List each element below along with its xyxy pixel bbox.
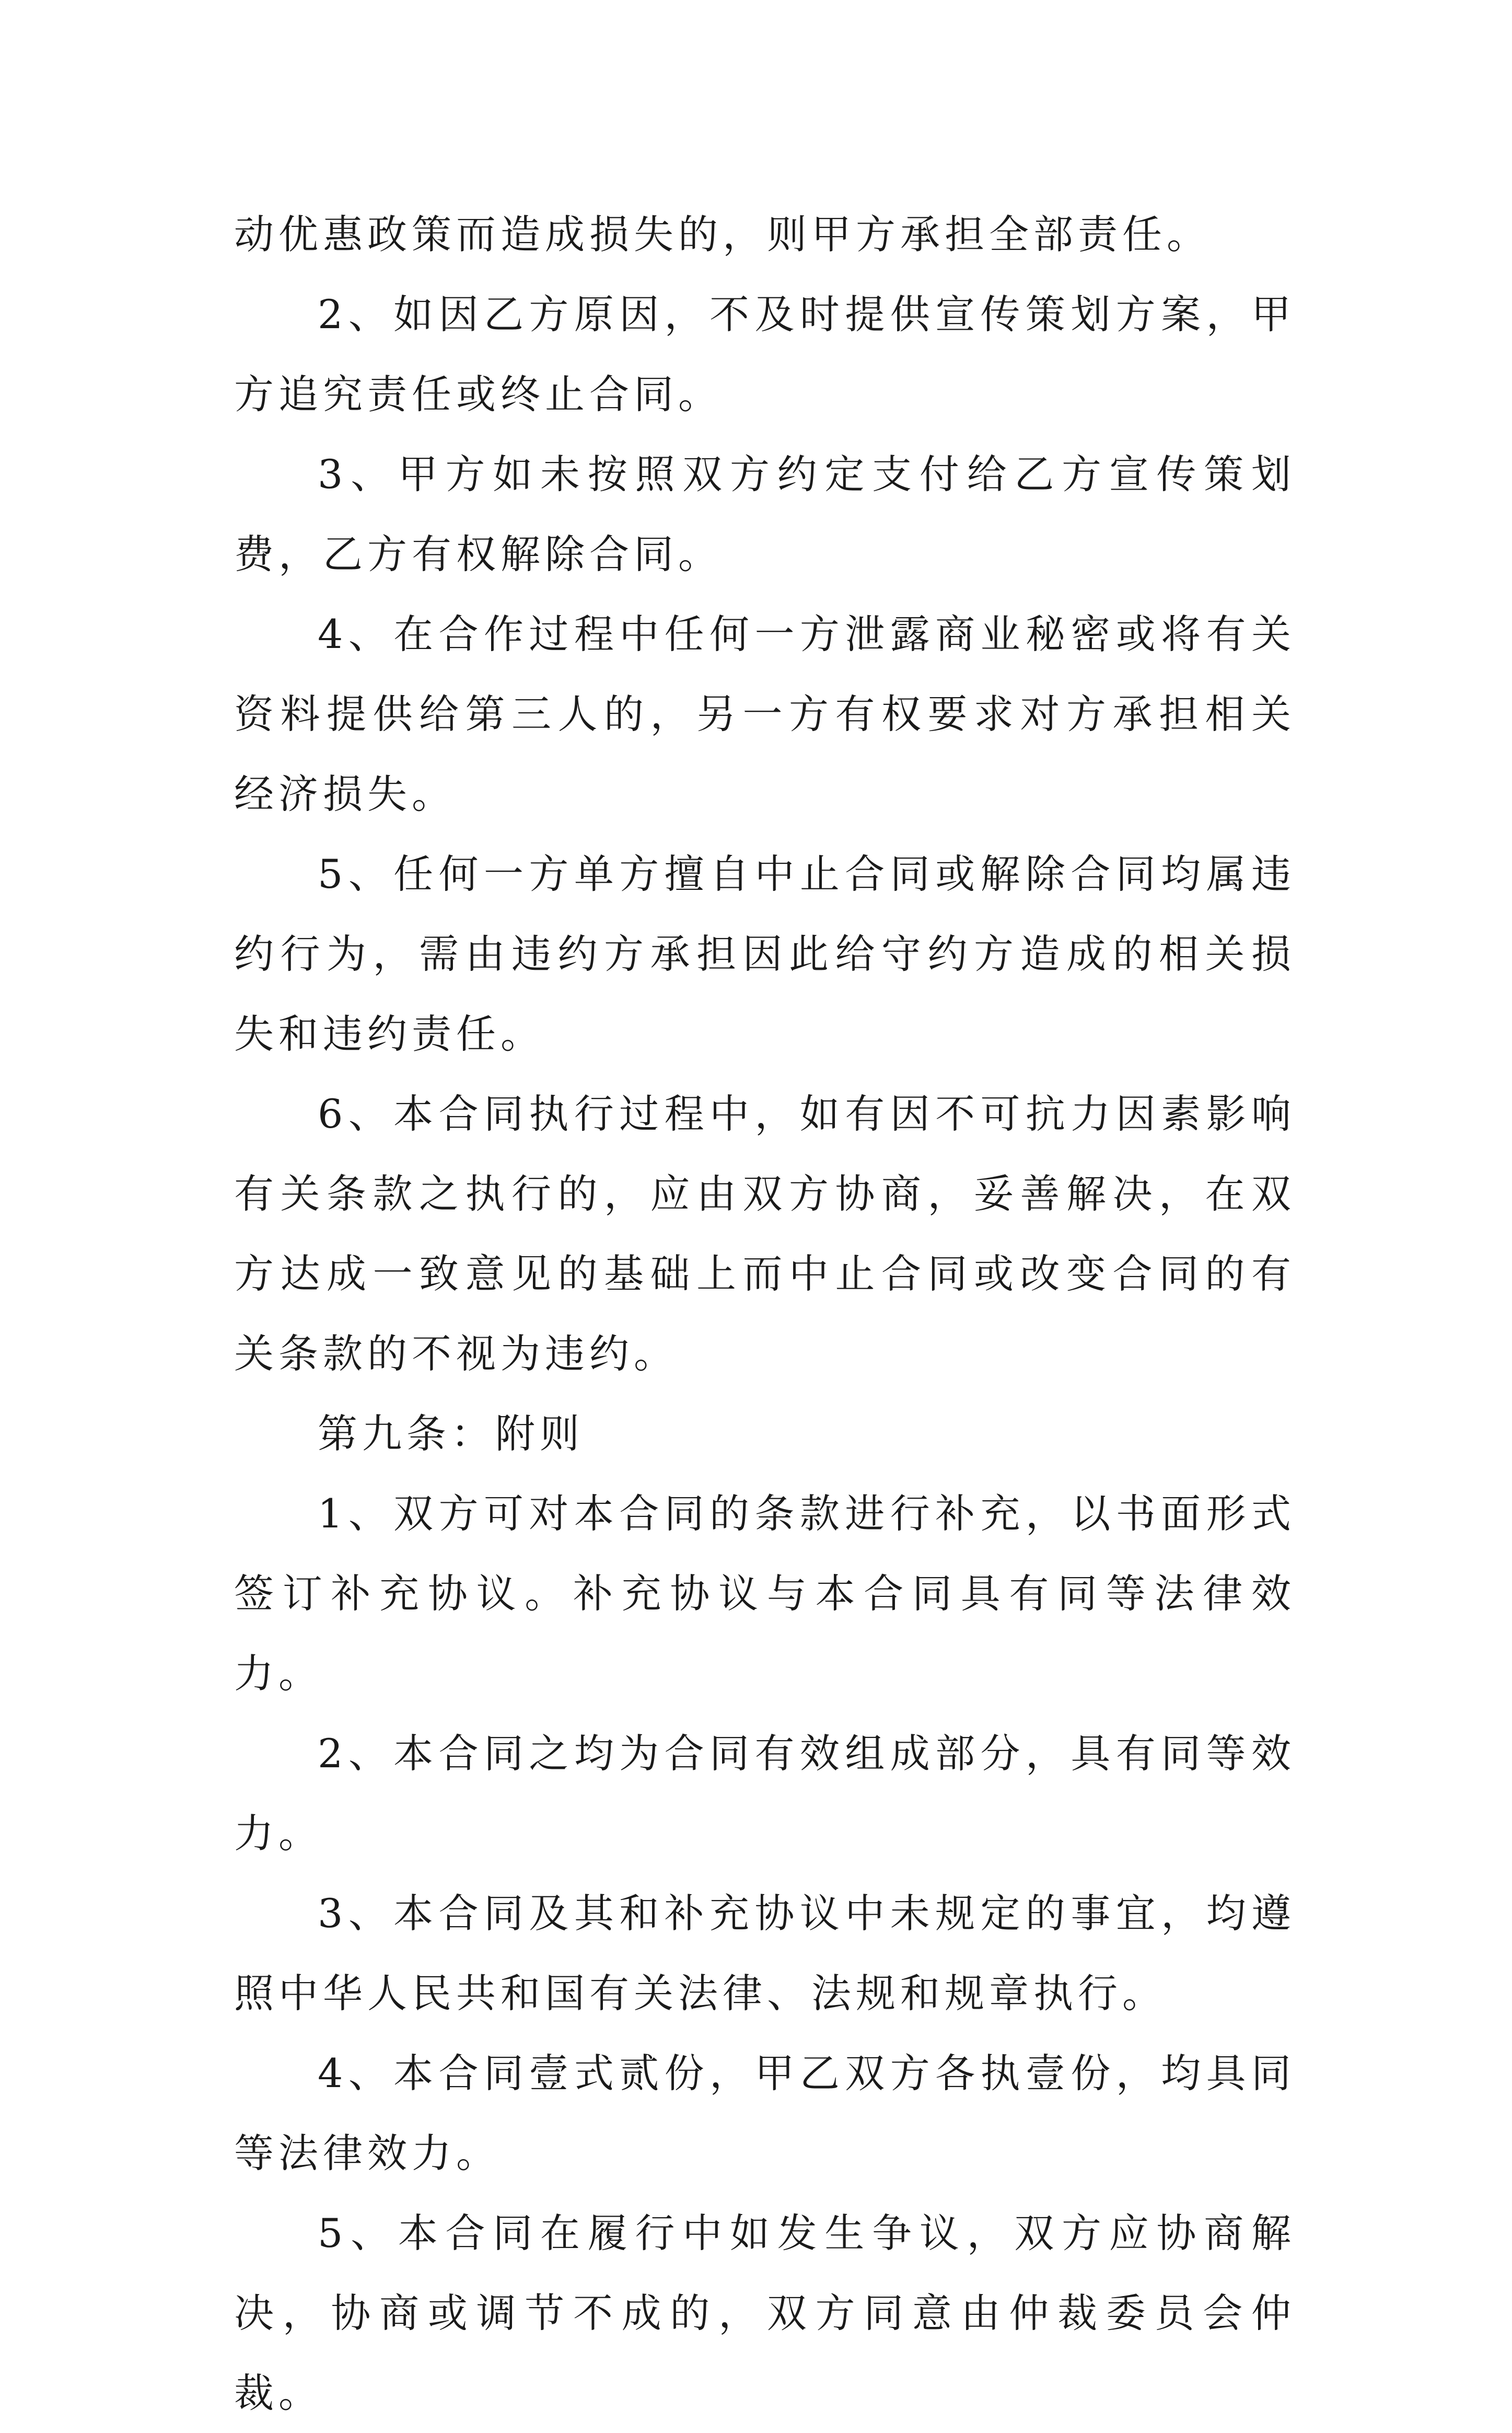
document-body xyxy=(234,194,1296,2433)
paragraph-clause-2: 2、如因乙方原因，不及时提供宣传策划方案，甲方追究责任或终止合同。 xyxy=(234,291,1296,418)
paragraph-clause-3: 3、甲方如未按照双方约定支付给乙方宣传策划费，乙方有权解除合同。 xyxy=(234,451,1296,577)
paragraph-continuation: 动优惠政策而造成损失的，则甲方承担全部责任。 xyxy=(234,211,1211,258)
paragraph-article-9-clause-1: 1、双方可对本合同的条款进行补充，以书面形式签订补充协议。补充协议与本合同具有同等法律效力。 xyxy=(234,1490,1296,1697)
paragraph-article-9-clause-5: 5、本合同在履行中如发生争议，双方应协商解决，协商或调节不成的，双方同意由仲裁委员会仲裁。 xyxy=(234,2210,1296,2416)
paragraph-article-9-clause-3: 3、本合同及其和补充协议中未规定的事宜，均遵照中华人民共和国有关法律、法规和规章执行。 xyxy=(234,1890,1296,2017)
paragraph-clause-5: 5、任何一方单方擅自中止合同或解除合同均属违约行为，需由违约方承担因此给守约方造成的相关损失和违约责任。 xyxy=(234,851,1296,1057)
section-heading-article-9: 第九条：附则 xyxy=(318,1410,584,1457)
paragraph-article-9-clause-4: 4、本合同壹式贰份，甲乙双方各执壹份，均具同等法律效力。 xyxy=(234,2050,1296,2176)
paragraph-article-9-clause-2: 2、本合同之均为合同有效组成部分，具有同等效力。 xyxy=(234,1730,1296,1857)
paragraph-clause-4: 4、在合作过程中任何一方泄露商业秘密或将有关资料提供给第三人的，另一方有权要求对方承担相关经济损失。 xyxy=(234,611,1296,817)
paragraph-clause-6: 6、本合同执行过程中，如有因不可抗力因素影响有关条款之执行的，应由双方协商，妥善解决，在双方达成一致意见的基础上而中止合同或改变合同的有关条款的不视为违约。 xyxy=(234,1091,1296,1377)
